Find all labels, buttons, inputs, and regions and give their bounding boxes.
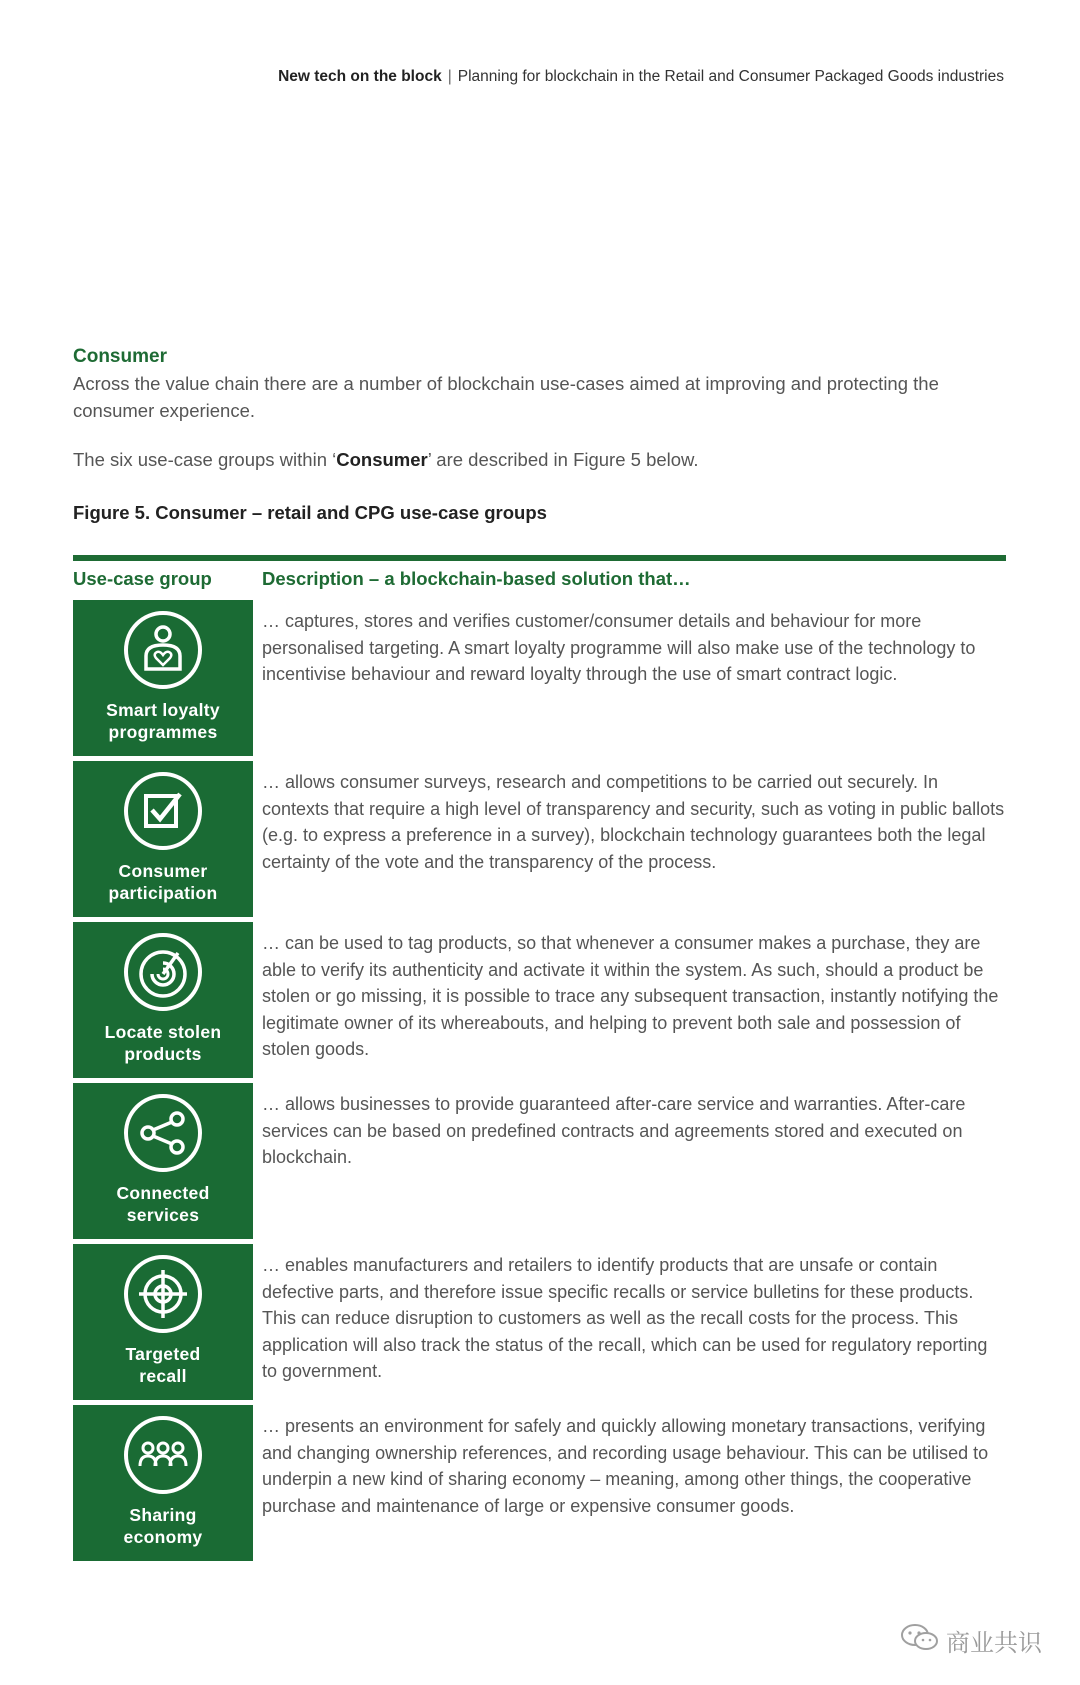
table-row [73,1405,1013,1566]
use-case-label: Smart loyalty programmes [106,700,220,742]
watermark [900,1622,1042,1659]
table-row [73,600,1013,761]
crosshair-icon [122,1253,204,1335]
column-header-group: Use-case group [73,568,212,589]
section-intro: Across the value chain there are a number of blockchain use-cases aimed at improving and protecting the consumer experience. [73,373,939,421]
share-icon [122,1092,204,1174]
radar-icon [122,931,204,1013]
intro-ref-post: ’ are described in Figure 5 below. [427,449,699,470]
header-report-title: New tech on the block [278,68,442,85]
intro-ref-pre: The six use-case groups within ‘ [73,449,337,470]
use-case-description: … enables manufacturers and retailers to identify products that are unsafe or contain defective parts, and therefore issue specific recalls or service bulletins for these products. This can reduce disruption to customers as well as the recall costs for the process. This application will also track the status of the recall, which can be used for regulatory reporting to government. [262,1255,988,1381]
intro-ref-bold: Consumer [336,449,428,470]
header-report-subtitle: Planning for blockchain in the Retail and Consumer Packaged Goods industries [457,68,1004,85]
use-case-label: Connected services [116,1183,210,1225]
use-case-tile [73,922,253,1078]
use-case-tile [73,1244,253,1400]
use-case-label: Sharing economy [123,1505,203,1547]
use-case-label: Locate stolen products [104,1022,222,1064]
page-header [76,68,1004,86]
section-intro-figure-ref [73,449,1003,471]
figure-title: Figure 5. Consumer – retail and CPG use-case groups [73,502,547,523]
table-row [73,1244,1013,1405]
use-case-tile [73,600,253,756]
header-separator: | [447,68,452,85]
use-case-description: … captures, stores and verifies customer/consumer details and behaviour for more personalised targeting. A smart loyalty programme will also make use of the technology to incentivise behaviour and reward loyalty through the use of smart contract logic. [262,611,976,684]
watermark-text: 商业共识 [946,1630,1042,1657]
use-case-tile [73,1083,253,1239]
use-case-tile [73,1405,253,1561]
section-title: Consumer [73,346,167,367]
use-case-label: Consumer participation [108,861,218,903]
column-header-description: Description – a blockchain-based solution that… [262,568,691,589]
table-row [73,1083,1013,1244]
use-case-table [73,600,1013,1566]
people-group-icon [122,1414,204,1496]
use-case-label: Targeted recall [125,1344,201,1386]
use-case-description: … allows consumer surveys, research and competitions to be carried out securely. In contexts that require a high level of transparency and security, such as voting in public ballots (e.g. to express a preference in a survey), blockchain technology guarantees both the legal certainty of the vote and the transparency of the process. [262,772,1005,872]
wechat-icon [900,1622,940,1659]
use-case-description: … allows businesses to provide guaranteed after-care service and warranties. After-care services can be based on predefined contracts and agreements stored and executed on blockchain. [262,1094,966,1167]
person-heart-icon [122,609,204,691]
table-row [73,761,1013,922]
use-case-tile [73,761,253,917]
use-case-description: … presents an environment for safely and quickly allowing monetary transactions, verifying and changing ownership references, and recording usage behaviour. This can be utilised to underpin a new kind of sharing economy – meaning, among other things, the cooperative purchase and maintenance of large or expensive consumer goods. [262,1416,989,1516]
use-case-description: … can be used to tag products, so that whenever a consumer makes a purchase, they are able to verify its authenticity and activate it within the system. As such, should a product be stolen or go missing, it is possible to trace any subsequent transaction, instantly notifying the legitimate owner of its whereabouts, and helping to prevent both sale and possession of stolen goods. [262,933,999,1059]
table-row [73,922,1013,1083]
table-top-rule [73,555,1006,561]
checkbox-icon [122,770,204,852]
